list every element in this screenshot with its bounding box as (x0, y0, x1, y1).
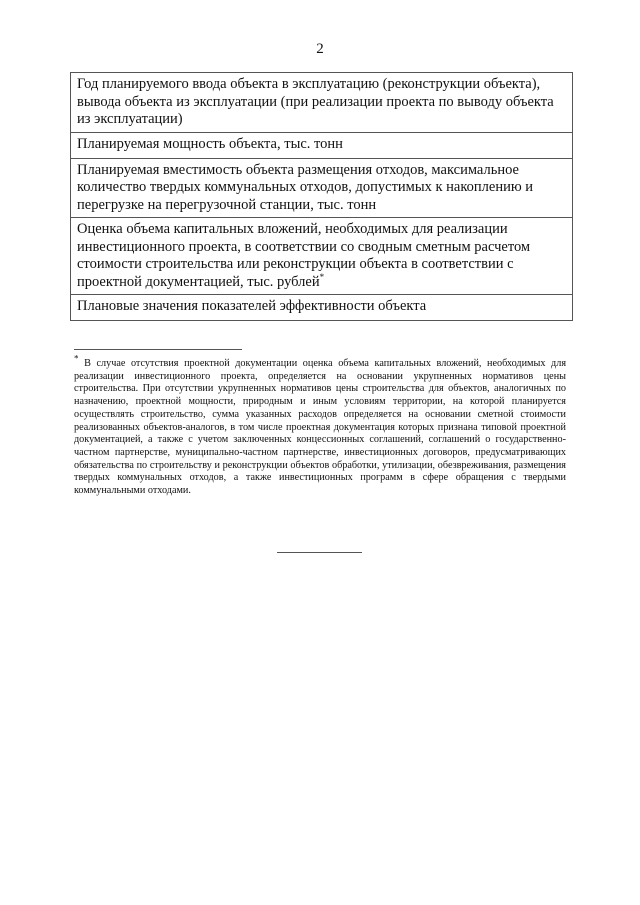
end-of-document-line (277, 552, 362, 553)
table-cell: Планируемая мощность объекта, тыс. тонн (71, 132, 573, 158)
footnote-text: В случае отсутствия проектной документации оценка объема капитальных вложений, необходимых для реализации инвестиционного проекта, определяется на основании укрупненных нормативов цены строительства. При отсутствии укрупненных нормативов цены строительства для объектов, аналогичных по назначению, проектной мощности, природным и иным условиям территории, на которой планируется осуществлять строительство, сумма указанных расходов определяется на основании сметной стоимости реализованных объектов-аналогов, в том числе проектная документация которых признана типовой проектной документацией, а также с учетом заключенных концессионных соглашений, соглашений о государственно-частном партнерстве, муниципально-частном партнерстве, инвестиционных договоров, предусматривающих обязательства по строительству и реконструкции объектов обработки, утилизации, обезвреживания, размещения твердых коммунальных отходов, а также инвестиционных программ в сфере обращения с твердыми коммунальными отходами. (74, 358, 566, 497)
footnote (74, 353, 566, 498)
table-row (71, 158, 573, 218)
table-cell (71, 218, 573, 295)
indicators-table (70, 72, 573, 321)
table-row (71, 295, 573, 321)
table-cell-text: Оценка объема капитальных вложений, необходимых для реализации инвестиционного проекта, в соответствии со сводным сметным расчетом стоимости строительства или реконструкции объекта в соответствии с проектной документацией, тыс. рублей (77, 221, 531, 290)
footnote-reference: * (319, 271, 325, 282)
table-cell: Год планируемого ввода объекта в эксплуатацию (реконструкции объекта), вывода объекта из эксплуатации (при реализации проекта по выводу объекта из эксплуатации) (71, 73, 573, 133)
footnote-separator (74, 349, 242, 350)
table-cell: Планируемая вместимость объекта размещения отходов, максимальное количество твердых коммунальных отходов, допустимых к накоплению и перегрузке на перегрузочной станции, тыс. тонн (71, 158, 573, 218)
table-row (71, 218, 573, 295)
table-cell: Плановые значения показателей эффективности объекта (71, 295, 573, 321)
page-number: 2 (316, 41, 324, 57)
footnote-marker: * (74, 353, 79, 364)
table-row (71, 73, 573, 133)
table-row (71, 132, 573, 158)
